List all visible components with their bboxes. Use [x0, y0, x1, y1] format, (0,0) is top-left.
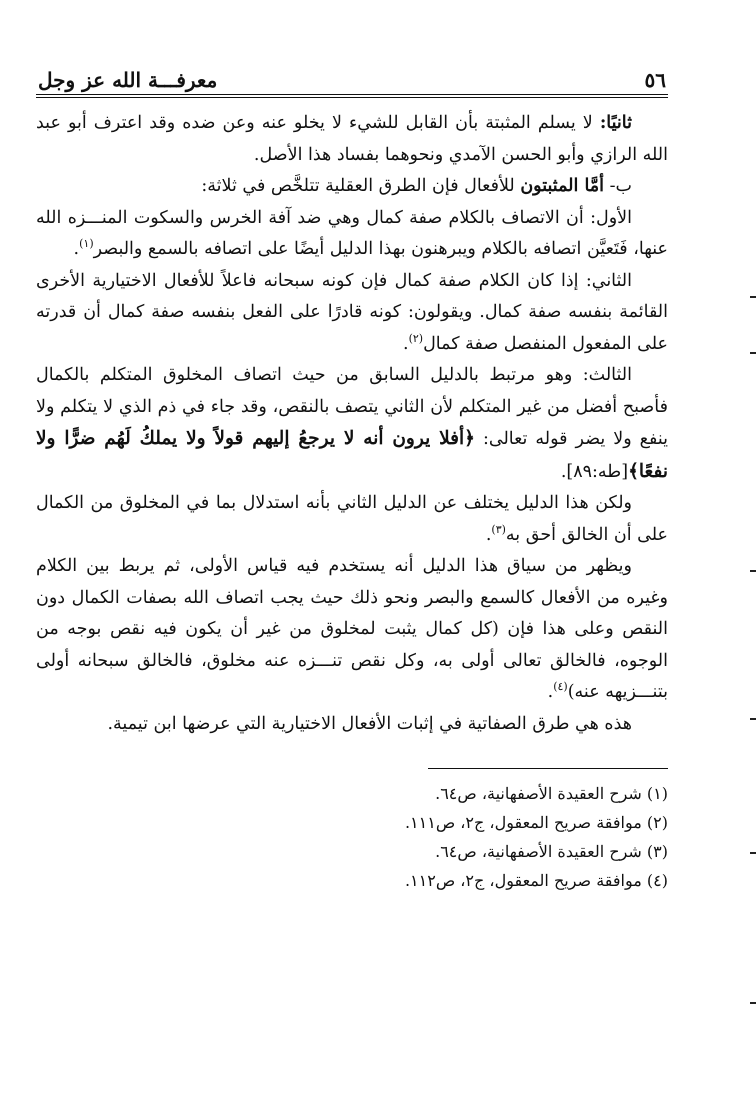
paragraph-first	[36, 203, 668, 266]
page-header	[36, 58, 668, 98]
paragraph-tail: .	[485, 524, 492, 545]
paragraph-text: الثالث: وهو مرتبط بالدليل السابق من حيث اتصاف المخلوق المتكلم بالكمال فأصبح أفضل من غير المتكلم لأن الثاني يتصف بالنقص، وقد جاء في ذم الذي لا يتكلم ولا ينفع ولا يضر قوله تعالى:	[36, 365, 668, 449]
paragraph-lead: ثانيًا:	[599, 113, 632, 133]
paragraph-text: ولكن هذا الدليل يختلف عن الدليل الثاني بأنه استدلال بما في المخلوق من الكمال على أن الخالق أحق به	[36, 493, 668, 545]
paragraph-text: الثاني: إذا كان الكلام صفة كمال فإن كونه سبحانه فاعلاً للأفعال الاختيارية الأخرى القائمة بنفسه صفة كمال. ويقولون: كونه قادرًا على الفعل بنفسه صفة كمال أن قدرته على المفعول المنفصل صفة كمال	[36, 270, 668, 354]
paragraph-text: للأفعال فإن الطرق العقلية تتلخَّص في ثلاثة:	[201, 176, 521, 196]
scan-margin-mark	[750, 296, 756, 298]
paragraph-tail: .	[403, 333, 409, 354]
paragraph-text: الأول: أن الاتصاف بالكلام صفة كمال وهي ضد آفة الخرس والسكوت المنـــزه الله عنها، فَتَعيَّن اتصافه بالكلام ويبرهنون بهذا الدليل أيضًا على اتصافه بالسمع والبصر	[36, 207, 668, 259]
footnote-item: (١) شرح العقيدة الأصفهانية، ص٦٤.	[435, 784, 668, 803]
paragraph-conclusion	[36, 709, 668, 741]
scan-margin-mark	[750, 1002, 756, 1004]
footnote-item: (٤) موافقة صريح المعقول، ج٢، ص١١٢.	[404, 871, 668, 890]
paragraph-lead: أمَّا المثبتون	[520, 176, 605, 196]
paragraph-prefix: ب-	[604, 176, 632, 196]
book-page	[36, 58, 668, 895]
scan-margin-mark	[750, 718, 756, 720]
paragraph-second	[36, 266, 668, 361]
paragraph-affirmers	[36, 171, 668, 203]
body-text	[36, 108, 668, 740]
chapter-title: معرفـــة الله عز وجل	[38, 68, 218, 92]
paragraph-secondly	[36, 108, 668, 171]
footnote-ref[interactable]: (٢)	[408, 331, 424, 345]
footnote-item: (٢) موافقة صريح المعقول، ج٢، ص١١١.	[404, 813, 668, 832]
verse-reference: [طه:٨٩].	[560, 461, 629, 482]
footnote-ref[interactable]: (٣)	[491, 522, 506, 536]
quran-verse: ﴿أفلا يرون أنه لا يرجعُ إليهم قولاً ولا يملكُ لَهُم ضرًّا ولا نفعًا﴾	[36, 428, 668, 482]
footnotes	[36, 779, 668, 895]
paragraph-tail: .	[73, 239, 80, 259]
paragraph-analogy	[36, 551, 668, 709]
footnote-ref[interactable]: (٤)	[553, 680, 568, 694]
page-number: ٥٦	[644, 68, 666, 92]
paragraph-text: ويظهر من سياق هذا الدليل أنه يستخدم فيه قياس الأولى، ثم يربط بين الكلام وغيره من الأفعال كالسمع والبصر ونحو ذلك حيث يجب اتصاف الله بصفات الكمال دون النقص وعلى هذا فإن (كل كمال يثبت لمخلوق من غير أن يكون فيه نقص بوجه من الوجوه، فالخالق تعالى أولى به، وكل نقص تنـــزه عنه مخلوق، فالخالق سبحانه أولى بتنـــزيهه عنه)	[36, 556, 668, 702]
footnote-ref[interactable]: (١)	[79, 237, 94, 251]
paragraph-text: لا يسلم المثبتة بأن القابل للشيء لا يخلو عنه وعن ضده وقد اعترف أبو عبد الله الرازي وأبو الحسن الآمدي ونحوهما بفساد هذا الأصل.	[36, 113, 668, 165]
paragraph-tail: .	[547, 682, 554, 702]
paragraph-text: هذه هي طرق الصفاتية في إثبات الأفعال الاختيارية التي عرضها ابن تيمية.	[107, 713, 632, 734]
scan-margin-mark	[750, 852, 756, 854]
scan-margin-mark	[750, 570, 756, 572]
footnote-separator	[428, 768, 668, 769]
paragraph-difference	[36, 488, 668, 551]
scan-margin-mark	[750, 352, 756, 354]
footnote-item: (٣) شرح العقيدة الأصفهانية، ص٦٤.	[435, 842, 668, 861]
paragraph-third	[36, 360, 668, 488]
